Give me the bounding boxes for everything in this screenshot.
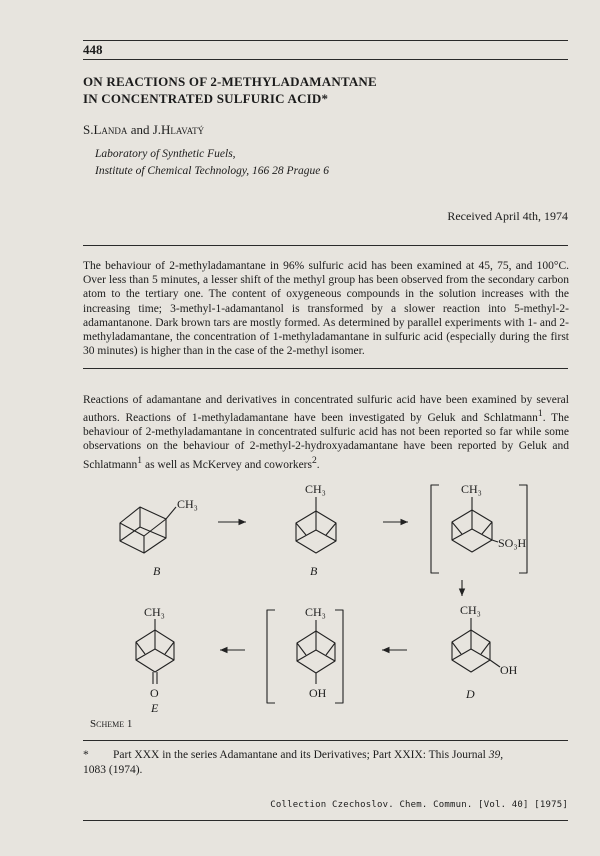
molecule-alcohol [297, 620, 335, 684]
bracket-right-2 [335, 610, 343, 703]
header-rule [83, 59, 568, 60]
intro-text-1: Reactions of adamantane and derivatives in concentrated sulfuric acid have been examined by several authors. Reactions of 1-methyladamantane have been investigated by Geluk and Schlatmann [83, 394, 569, 425]
reaction-scheme [0, 470, 600, 720]
title-line-2: IN CONCENTRATED SULFURIC ACID* [83, 91, 329, 106]
scheme-caption: Scheme 1 [90, 718, 133, 730]
page-number: 448 [83, 42, 103, 57]
molecule-sulfonic-acid [452, 497, 498, 552]
authors [83, 122, 204, 138]
molecule-b-1 [120, 507, 176, 553]
molecule-d [452, 618, 500, 672]
article-title [83, 73, 568, 107]
footnote-text-a: Part XXX in the series Adamantane and its Derivatives; Part XXIX: This Journal [113, 749, 489, 761]
label-e: E [151, 701, 159, 715]
intro-text-2: . The behaviour of 2-methyladamantane in concentrated sulfuric acid has not been reported so far while some observations on the behaviour of 2-methyl-2-hydroxyadamantane have been reported by Geluk and Schlatmann [83, 412, 569, 471]
footnote-text-b: , [500, 749, 504, 761]
intro-text-3: as well as McKervey and coworkers [142, 458, 312, 471]
bracket-left-1 [431, 485, 439, 573]
affiliation-line-1: Laboratory of Synthetic Fuels, [95, 148, 236, 160]
author2-name: Hlavatý [161, 122, 205, 137]
ch3-label-3: CH₃ [461, 482, 482, 496]
footnote [83, 748, 569, 778]
abstract-top-rule [83, 245, 568, 246]
label-d: D [466, 687, 475, 701]
molecule-b-2 [296, 497, 336, 553]
so3h-label: SO₃H [498, 536, 527, 550]
received-date: Received April 4th, 1974 [447, 209, 568, 223]
ch3-label-1: CH₃ [177, 497, 198, 511]
affiliation-line-2: Institute of Chemical Technology, 166 28 Prague 6 [95, 165, 330, 177]
abstract: The behaviour of 2-methyladamantane in 96% sulfuric acid has been examined at 45, 75, and 100°C. Over less than 5 minutes, a lesser shift of the methyl group has been observed from the secondary carbon atom to the tertiary one. The content of oxygeneous compounds in the solution increases with the increasing time; 3-methyl-1-adamantanol is transformed by a slower reaction into 5-methyl-2-adamantanone. Dark brown tars are mostly formed. As determined by parallel experiments with 1- and 2-methyladamantane, the concentration of 1-methyladamantane in sulfuric acid (especially during the first 30 minutes) is higher than in the case of the 2-methyl isomer. [83, 260, 569, 358]
author2-initial: J. [152, 122, 162, 137]
abstract-bottom-rule [83, 368, 568, 369]
author1-name: Landa [93, 122, 128, 137]
ketone-o-label: O [150, 686, 159, 700]
molecule-e [136, 619, 174, 684]
footnote-volume: 39 [488, 749, 501, 761]
top-rule [83, 40, 568, 41]
bracket-left-2 [267, 610, 275, 703]
author-and: and [127, 122, 153, 137]
label-b-1: B [153, 564, 161, 578]
intro-text-4: . [316, 458, 320, 471]
oh-label-d: OH [500, 663, 518, 677]
label-b-2: B [310, 564, 318, 578]
bottom-rule [83, 820, 568, 821]
reference-1b: 1 [137, 454, 143, 466]
intro-paragraph [83, 393, 569, 472]
title-line-1: ON REACTIONS OF 2-METHYLADAMANTANE [83, 74, 377, 89]
footnote-text-c: 1083 (1974). [83, 764, 143, 776]
ch3-label-5: CH₃ [305, 605, 326, 619]
reference-1: 1 [537, 408, 543, 420]
footnote-mark: * [83, 749, 89, 761]
ch3-label-2: CH₃ [305, 482, 326, 496]
reference-2: 2 [311, 454, 317, 466]
ch3-label-4: CH₃ [460, 603, 481, 617]
ch3-label-6: CH₃ [144, 605, 165, 619]
affiliation [95, 146, 329, 180]
author1-initial: S. [83, 122, 94, 137]
journal-footer: Collection Czechoslov. Chem. Commun. [Vol. 40] [1975] [270, 800, 568, 810]
bracket-right-1 [519, 485, 527, 573]
oh-label-bracket: OH [309, 686, 327, 700]
footnote-rule [83, 740, 568, 741]
